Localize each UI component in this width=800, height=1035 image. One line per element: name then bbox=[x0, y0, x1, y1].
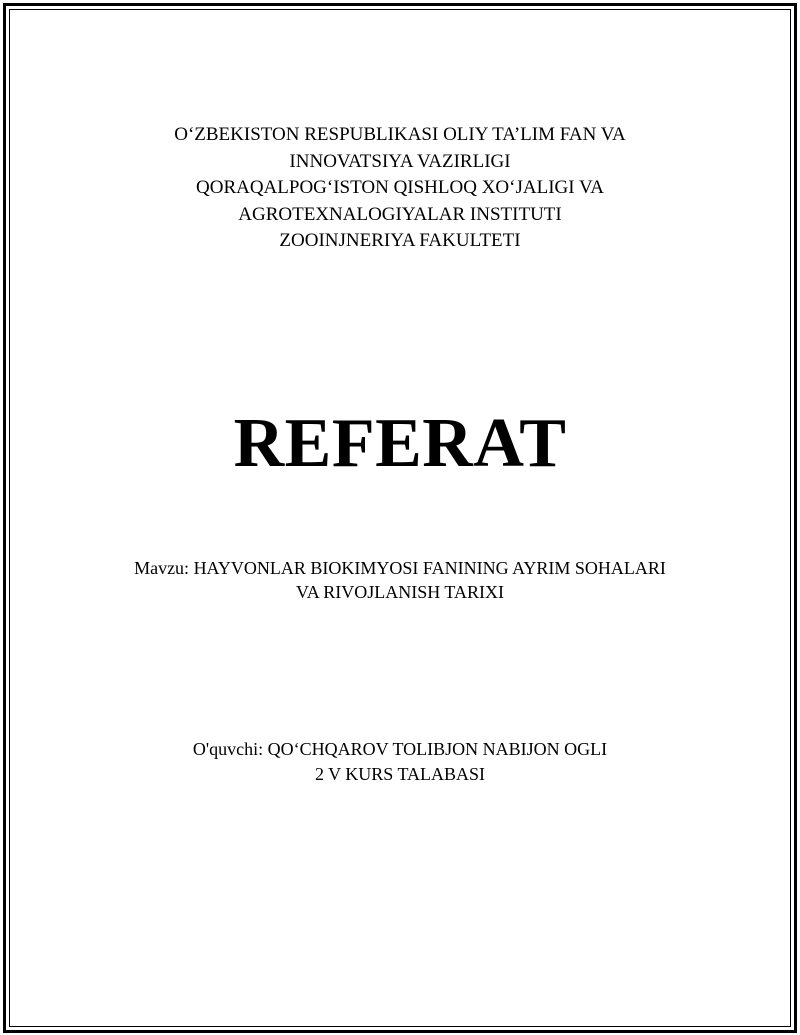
document-title: REFERAT bbox=[233, 405, 567, 482]
topic-line-2: VA RIVOJLANISH TARIXI bbox=[296, 582, 504, 602]
institution-header bbox=[0, 122, 800, 255]
student-name-line: O'quvchi: QO‘CHQAROV TOLIBJON NABIJON OGLI bbox=[192, 739, 608, 759]
student-course-line: 2 V KURS TALABASI bbox=[314, 764, 486, 784]
topic-block bbox=[0, 556, 800, 604]
institution-line-4: AGROTEXNALOGIYALAR INSTITUTI bbox=[238, 203, 562, 225]
topic-line-1: Mavzu: HAYVONLAR BIOKIMYOSI FANINING AYRIM SOHALARI bbox=[134, 558, 666, 578]
institution-line-1: O‘ZBEKISTON RESPUBLIKASI OLIY TA’LIM FAN VA bbox=[174, 124, 626, 145]
student-block bbox=[0, 737, 800, 787]
institution-line-5: ZOOINJNERIYA FAKULTETI bbox=[279, 230, 521, 251]
institution-line-2: INNOVATSIYA VAZIRLIGI bbox=[289, 150, 511, 172]
institution-line-3: QORAQALPOG‘ISTON QISHLOQ XO‘JALIGI VA bbox=[196, 177, 604, 198]
